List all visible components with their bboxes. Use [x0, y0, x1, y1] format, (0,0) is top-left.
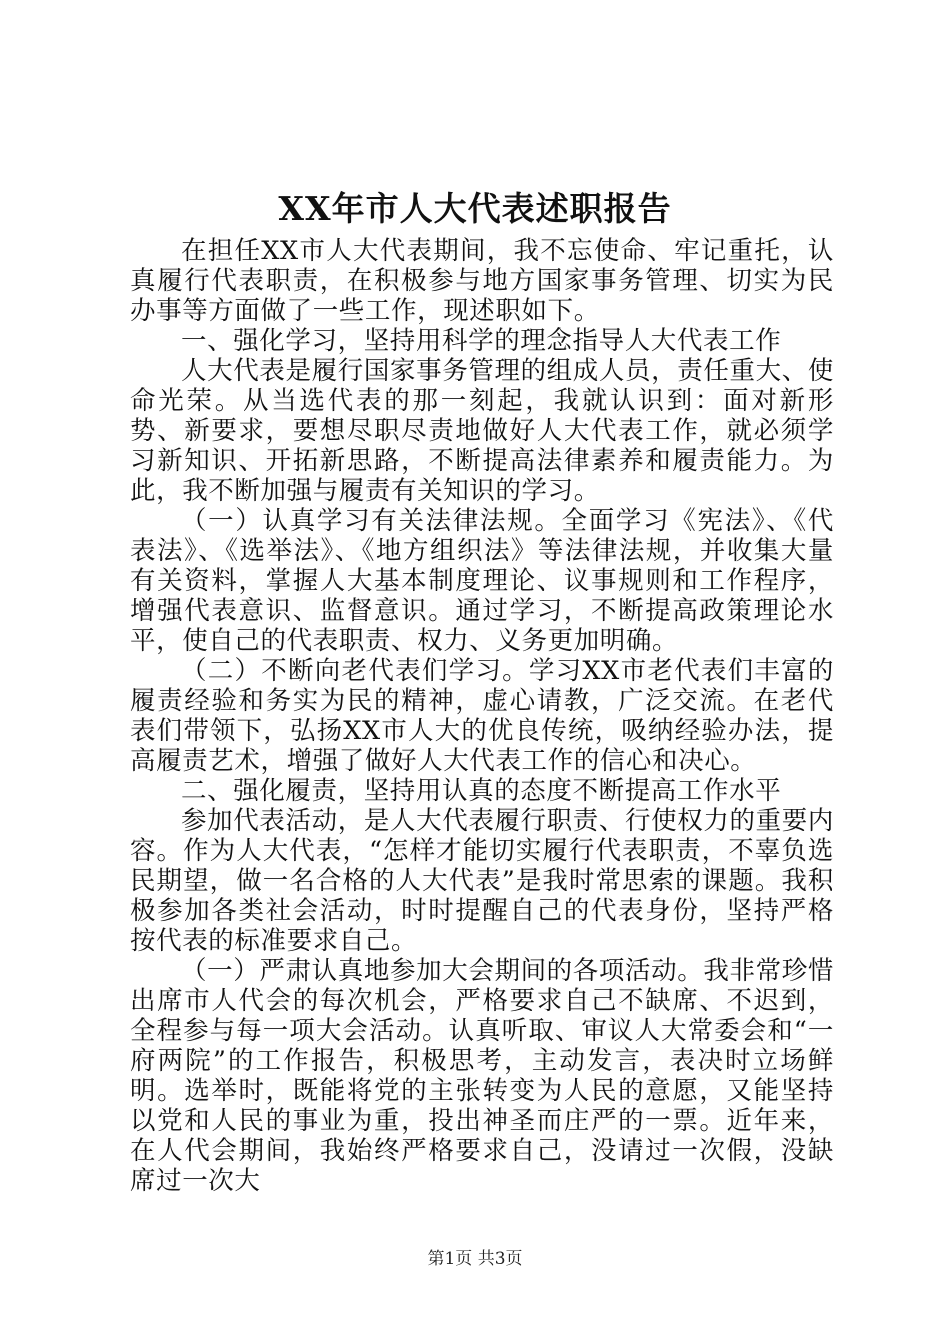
section-1-item-2: （二）不断向老代表们学习。学习XX市老代表们丰富的履责经验和务实为民的精神，虚心请教，广泛交流。在老代表们带领下，弘扬XX市人大的优良传统，吸纳经验办法，提高履责艺术，增强了做好人大代表工作的信心和决心。 [130, 656, 834, 776]
section-2-paragraph: 参加代表活动，是人大代表履行职责、行使权力的重要内容。作为人大代表，“怎样才能切实履行代表职责，不辜负选民期望，做一名合格的人大代表”是我时常思索的课题。我积极参加各类社会活动，时时提醒自己的代表身份，坚持严格按代表的标准要求自己。 [130, 806, 834, 956]
document-body [130, 236, 834, 1196]
section-2-item-1: （一）严肃认真地参加大会期间的各项活动。我非常珍惜出席市人代会的每次机会，严格要求自己不缺席、不迟到，全程参与每一项大会活动。认真听取、审议人大常委会和“一府两院”的工作报告，积极思考，主动发言，表决时立场鲜明。选举时，既能将党的主张转变为人民的意愿，又能坚持以党和人民的事业为重，投出神圣而庄严的一票。近年来，在人代会期间，我始终严格要求自己，没请过一次假，没缺席过一次大 [130, 956, 834, 1196]
section-heading-1: 一、强化学习，坚持用科学的理念指导人大代表工作 [181, 326, 782, 356]
document-title: XX年市人大代表述职报告 [278, 189, 672, 228]
section-heading-2: 二、强化履责，坚持用认真的态度不断提高工作水平 [181, 776, 782, 806]
intro-paragraph: 在担任XX市人大代表期间，我不忘使命、牢记重托，认真履行代表职责，在积极参与地方国家事务管理、切实为民办事等方面做了一些工作，现述职如下。 [130, 236, 834, 326]
section-1-paragraph: 人大代表是履行国家事务管理的组成人员，责任重大、使命光荣。从当选代表的那一刻起，我就认识到：面对新形势、新要求，要想尽职尽责地做好人大代表工作，就必须学习新知识、开拓新思路，不断提高法律素养和履责能力。为此，我不断加强与履责有关知识的学习。 [130, 356, 834, 506]
section-1-item-1: （一）认真学习有关法律法规。全面学习《宪法》、《代表法》、《选举法》、《地方组织法》等法律法规，并收集大量有关资料，掌握人大基本制度理论、议事规则和工作程序，增强代表意识、监督意识。通过学习，不断提高政策理论水平，使自己的代表职责、权力、义务更加明确。 [130, 506, 834, 656]
page-footer: 第1页 共3页 [427, 1249, 523, 1269]
